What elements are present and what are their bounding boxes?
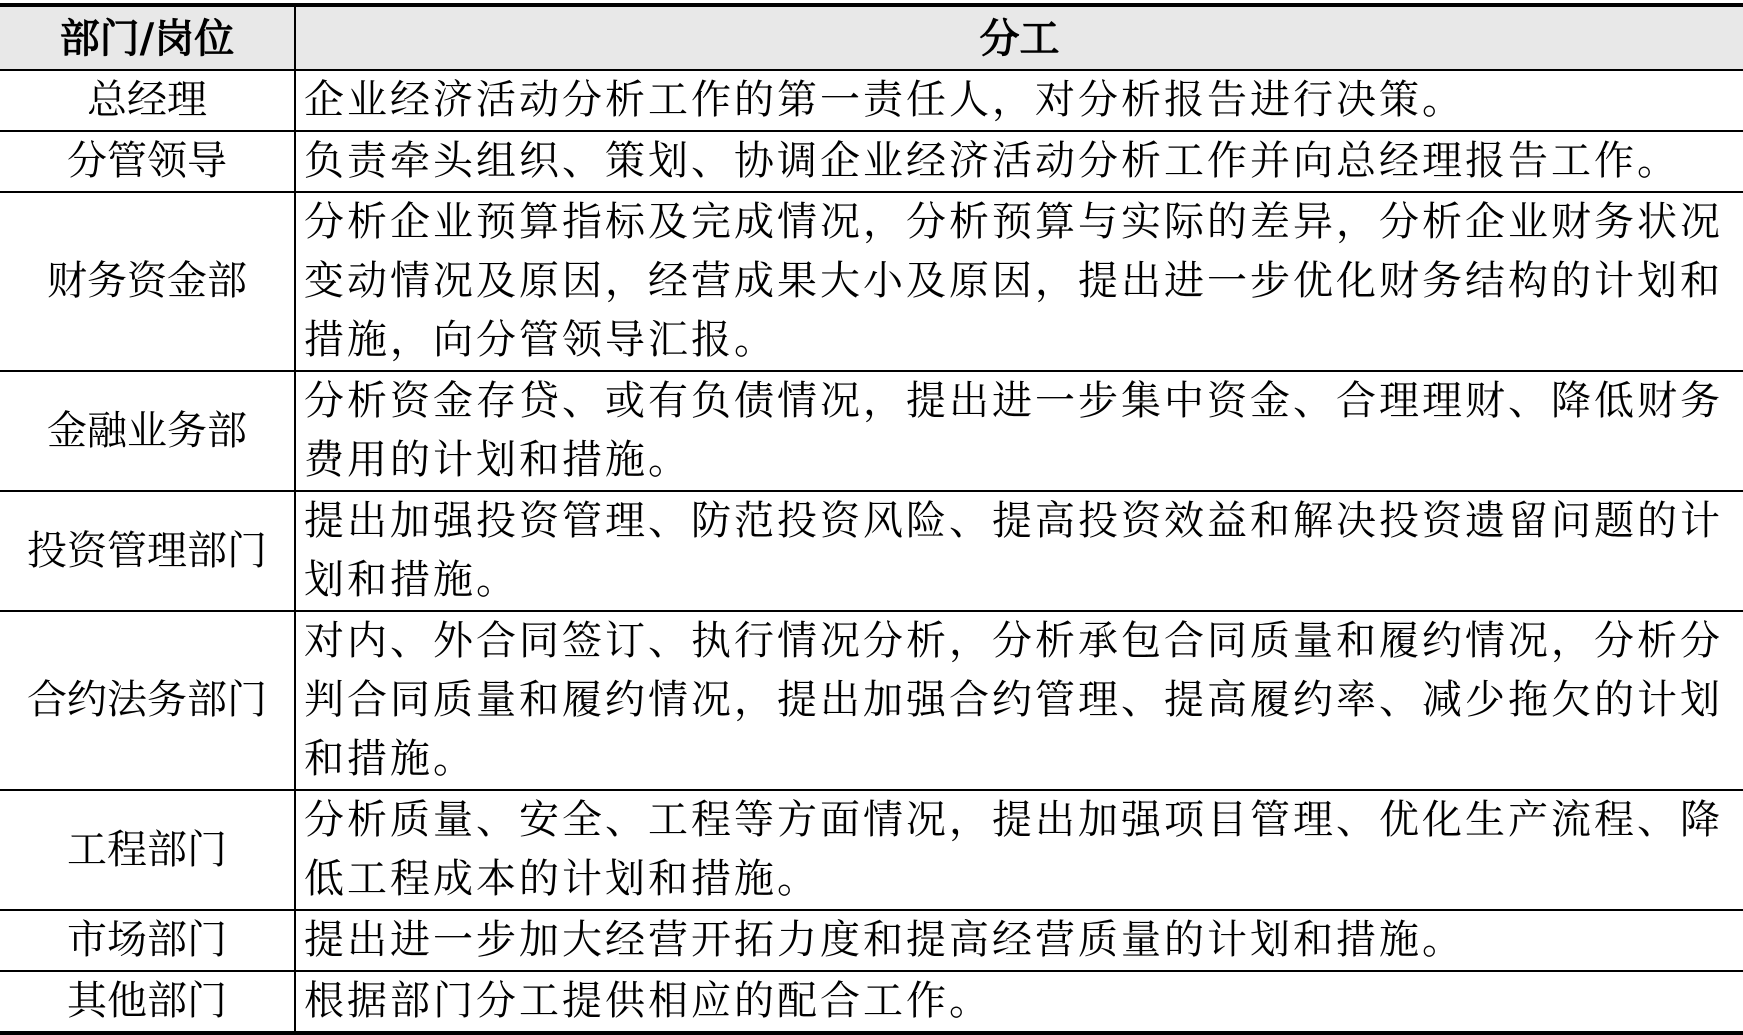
table-row (0, 371, 1743, 491)
table-row (0, 971, 1743, 1033)
duty-cell: 分析质量、安全、工程等方面情况，提出加强项目管理、优化生产流程、降低工程成本的计划和措施。 (295, 790, 1743, 910)
duty-cell: 分析企业预算指标及完成情况，分析预算与实际的差异，分析企业财务状况变动情况及原因，经营成果大小及原因，提出进一步优化财务结构的计划和措施，向分管领导汇报。 (295, 192, 1743, 371)
role-cell: 财务资金部 (0, 192, 295, 371)
table-header-row (0, 5, 1743, 70)
table-row (0, 131, 1743, 192)
division-of-labor-table (0, 3, 1743, 1035)
table-row (0, 611, 1743, 790)
duty-cell: 根据部门分工提供相应的配合工作。 (295, 971, 1743, 1033)
duty-cell: 提出进一步加大经营开拓力度和提高经营质量的计划和措施。 (295, 910, 1743, 971)
duty-cell: 分析资金存贷、或有负债情况，提出进一步集中资金、合理理财、降低财务费用的计划和措施。 (295, 371, 1743, 491)
table-row (0, 790, 1743, 910)
role-cell: 总经理 (0, 70, 295, 131)
duty-cell: 负责牵头组织、策划、协调企业经济活动分析工作并向总经理报告工作。 (295, 131, 1743, 192)
duty-cell: 提出加强投资管理、防范投资风险、提高投资效益和解决投资遗留问题的计划和措施。 (295, 491, 1743, 611)
table-row (0, 491, 1743, 611)
role-cell: 投资管理部门 (0, 491, 295, 611)
role-cell: 合约法务部门 (0, 611, 295, 790)
role-cell: 工程部门 (0, 790, 295, 910)
division-table-container (0, 3, 1743, 1035)
role-cell: 金融业务部 (0, 371, 295, 491)
header-duty: 分工 (295, 5, 1743, 70)
duty-cell: 企业经济活动分析工作的第一责任人，对分析报告进行决策。 (295, 70, 1743, 131)
role-cell: 市场部门 (0, 910, 295, 971)
table-row (0, 70, 1743, 131)
duty-cell: 对内、外合同签订、执行情况分析，分析承包合同质量和履约情况，分析分判合同质量和履约情况，提出加强合约管理、提高履约率、减少拖欠的计划和措施。 (295, 611, 1743, 790)
role-cell: 其他部门 (0, 971, 295, 1033)
table-row (0, 910, 1743, 971)
header-department: 部门/岗位 (0, 5, 295, 70)
table-row (0, 192, 1743, 371)
role-cell: 分管领导 (0, 131, 295, 192)
